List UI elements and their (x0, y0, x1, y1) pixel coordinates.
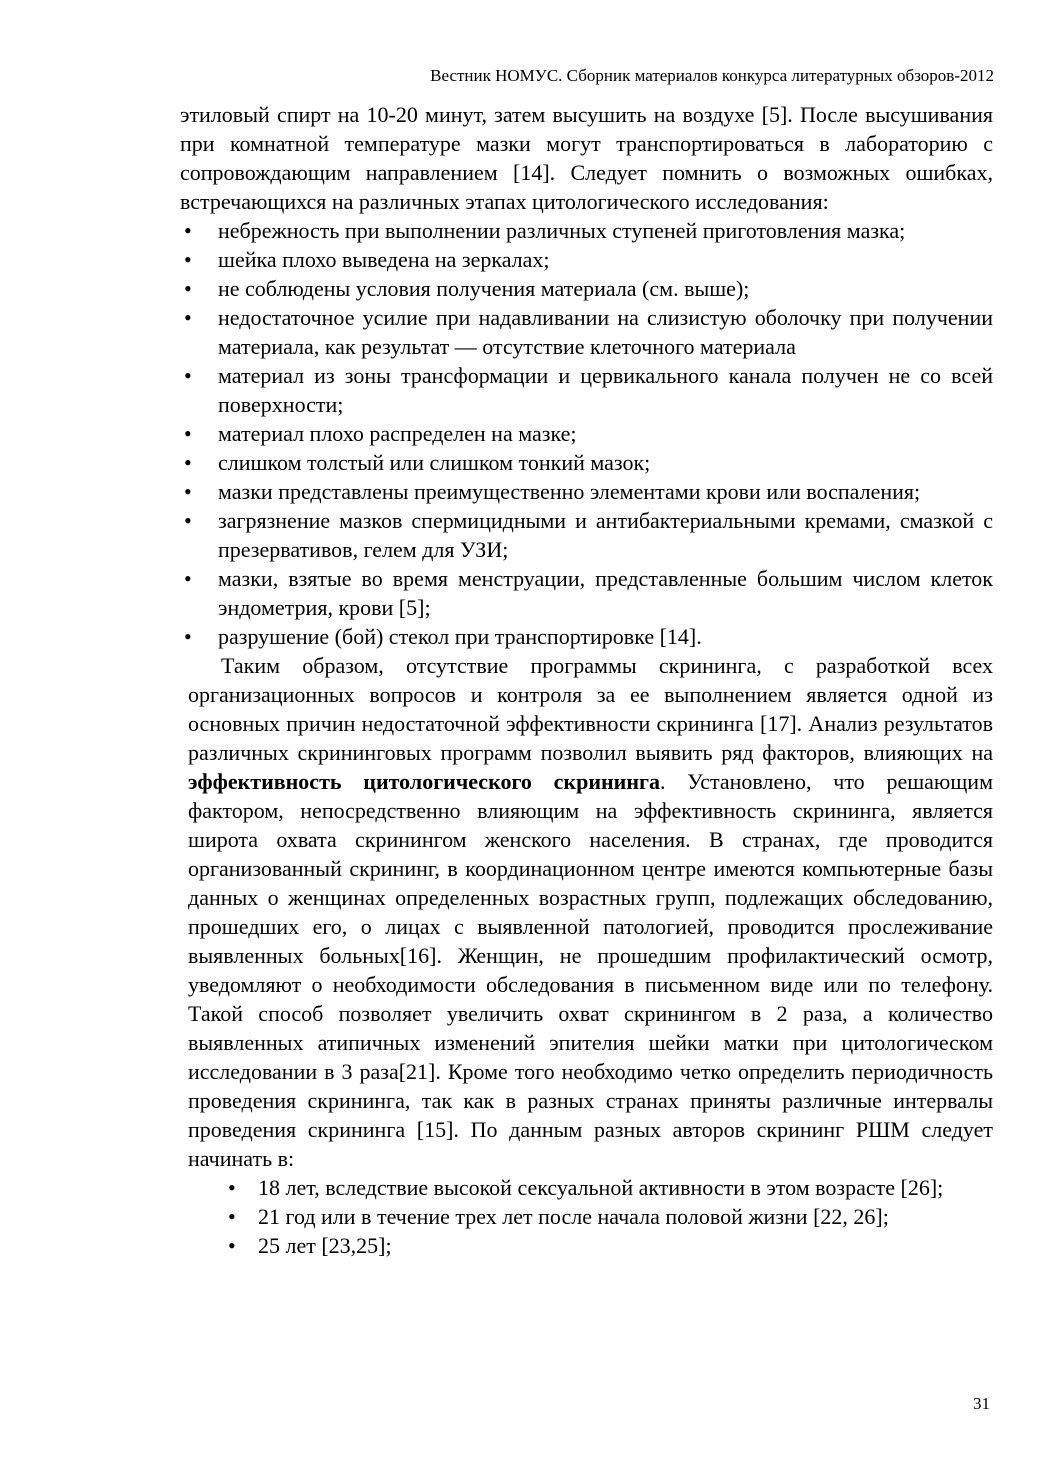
list-item-text: 18 лет, вследствие высокой сексуальной активности в этом возрасте [26]; (258, 1175, 944, 1200)
list-item-text: слишком толстый или слишком тонкий мазок; (218, 450, 651, 475)
screening-section (188, 651, 993, 1260)
list-item (180, 419, 993, 448)
list-item (180, 216, 993, 245)
list-item-text: материал из зоны трансформации и цервикального канала получен не со всей поверхности; (218, 363, 993, 417)
list-item-text: 25 лет [23,25]; (258, 1233, 392, 1258)
paragraph-text: . Установлено, что решающим фактором, непосредственно влияющим на эффективность скрининга, является широта охвата скринингом женского населения. В странах, где проводится организованный скрининг, в координационном центре имеются компьютерные базы данных о женщинах определенных возрастных групп, подлежащих обследованию, прошедших его, о лицах с выявленной патологией, проводится прослеживание выявленных больных[16]. Женщин, не прошедшим профилактический осмотр, уведомляют о необходимости обследования в письменном виде или по телефону. Такой способ позволяет увеличить охват скринингом в 2 раза, а количество выявленных атипичных изменений эпителия шейки матки при цитологическом исследовании в 3 раза[21]. Кроме того необходимо четко определить периодичность проведения скрининга, так как в разных странах приняты различные интервалы проведения скрининга [15]. По данным разных авторов скрининг РШМ следует начинать в: (188, 769, 993, 1171)
bullet-icon: • (184, 276, 192, 301)
list-item-text: шейка плохо выведена на зеркалах; (218, 247, 550, 272)
bullet-icon: • (184, 421, 192, 446)
bullet-icon: • (184, 247, 192, 272)
list-item (188, 1231, 993, 1260)
bullet-icon: • (228, 1175, 236, 1200)
page-number: 31 (973, 1394, 990, 1413)
bullet-icon: • (184, 508, 192, 533)
bullet-icon: • (184, 566, 192, 591)
bullet-icon: • (228, 1204, 236, 1229)
list-item (180, 274, 993, 303)
list-item (180, 361, 993, 419)
list-item (188, 1173, 993, 1202)
list-item-text: загрязнение мазков спермицидными и антибактериальными кремами, смазкой с презервативов, гелем для УЗИ; (218, 508, 993, 562)
running-title: Вестник НОМУС. Сборник материалов конкурса литературных обзоров-2012 (430, 66, 994, 85)
bullet-icon: • (184, 218, 192, 243)
list-item-text: небрежность при выполнении различных ступеней приготовления мазка; (218, 218, 906, 243)
list-item (180, 448, 993, 477)
list-item-text: 21 год или в течение трех лет после начала половой жизни [22, 26]; (258, 1204, 889, 1229)
list-item-text: не соблюдены условия получения материала (см. выше); (218, 276, 750, 301)
list-item (180, 622, 993, 651)
list-item-text: мазки, взятые во время менструации, представленные большим числом клеток эндометрия, крови [5]; (218, 566, 993, 620)
list-item (188, 1202, 993, 1231)
list-item (180, 564, 993, 622)
errors-list (180, 216, 993, 651)
list-item-text: материал плохо распределен на мазке; (218, 421, 577, 446)
bullet-icon: • (228, 1233, 236, 1258)
bullet-icon: • (184, 305, 192, 330)
paragraph-text: Таким образом, отсутствие программы скрининга, с разработкой всех организационных вопросов и контроля за ее выполнением является одной из основных причин недостаточной эффективности скрининга [17]. Анализ результатов различных скрининговых программ позволил выявить ряд факторов, влияющих на (188, 653, 993, 765)
bullet-icon: • (184, 624, 192, 649)
list-item-text: мазки представлены преимущественно элементами крови или воспаления; (218, 479, 921, 504)
list-item-text: разрушение (бой) стекол при транспортировке [14]. (218, 624, 702, 649)
bullet-icon: • (184, 363, 192, 388)
list-item-text: недостаточное усилие при надавливании на слизистую оболочку при получении материала, как результат — отсутствие клеточного материала (218, 305, 993, 359)
bullet-icon: • (184, 479, 192, 504)
main-text (180, 100, 993, 1260)
bullet-icon: • (184, 450, 192, 475)
list-item (180, 303, 993, 361)
screening-paragraph (188, 651, 993, 1173)
list-item (180, 477, 993, 506)
list-item (180, 506, 993, 564)
list-item (180, 245, 993, 274)
intro-paragraph: этиловый спирт на 10-20 минут, затем высушить на воздухе [5]. После высушивания при комнатной температуре мазки могут транспортироваться в лабораторию с сопровождающим направлением [14]. Следует помнить о возможных ошибках, встречающихся на различных этапах цитологического исследования: (180, 102, 993, 214)
bold-term: эффективность цитологического скрининга (188, 769, 661, 794)
start-age-list (188, 1173, 993, 1260)
